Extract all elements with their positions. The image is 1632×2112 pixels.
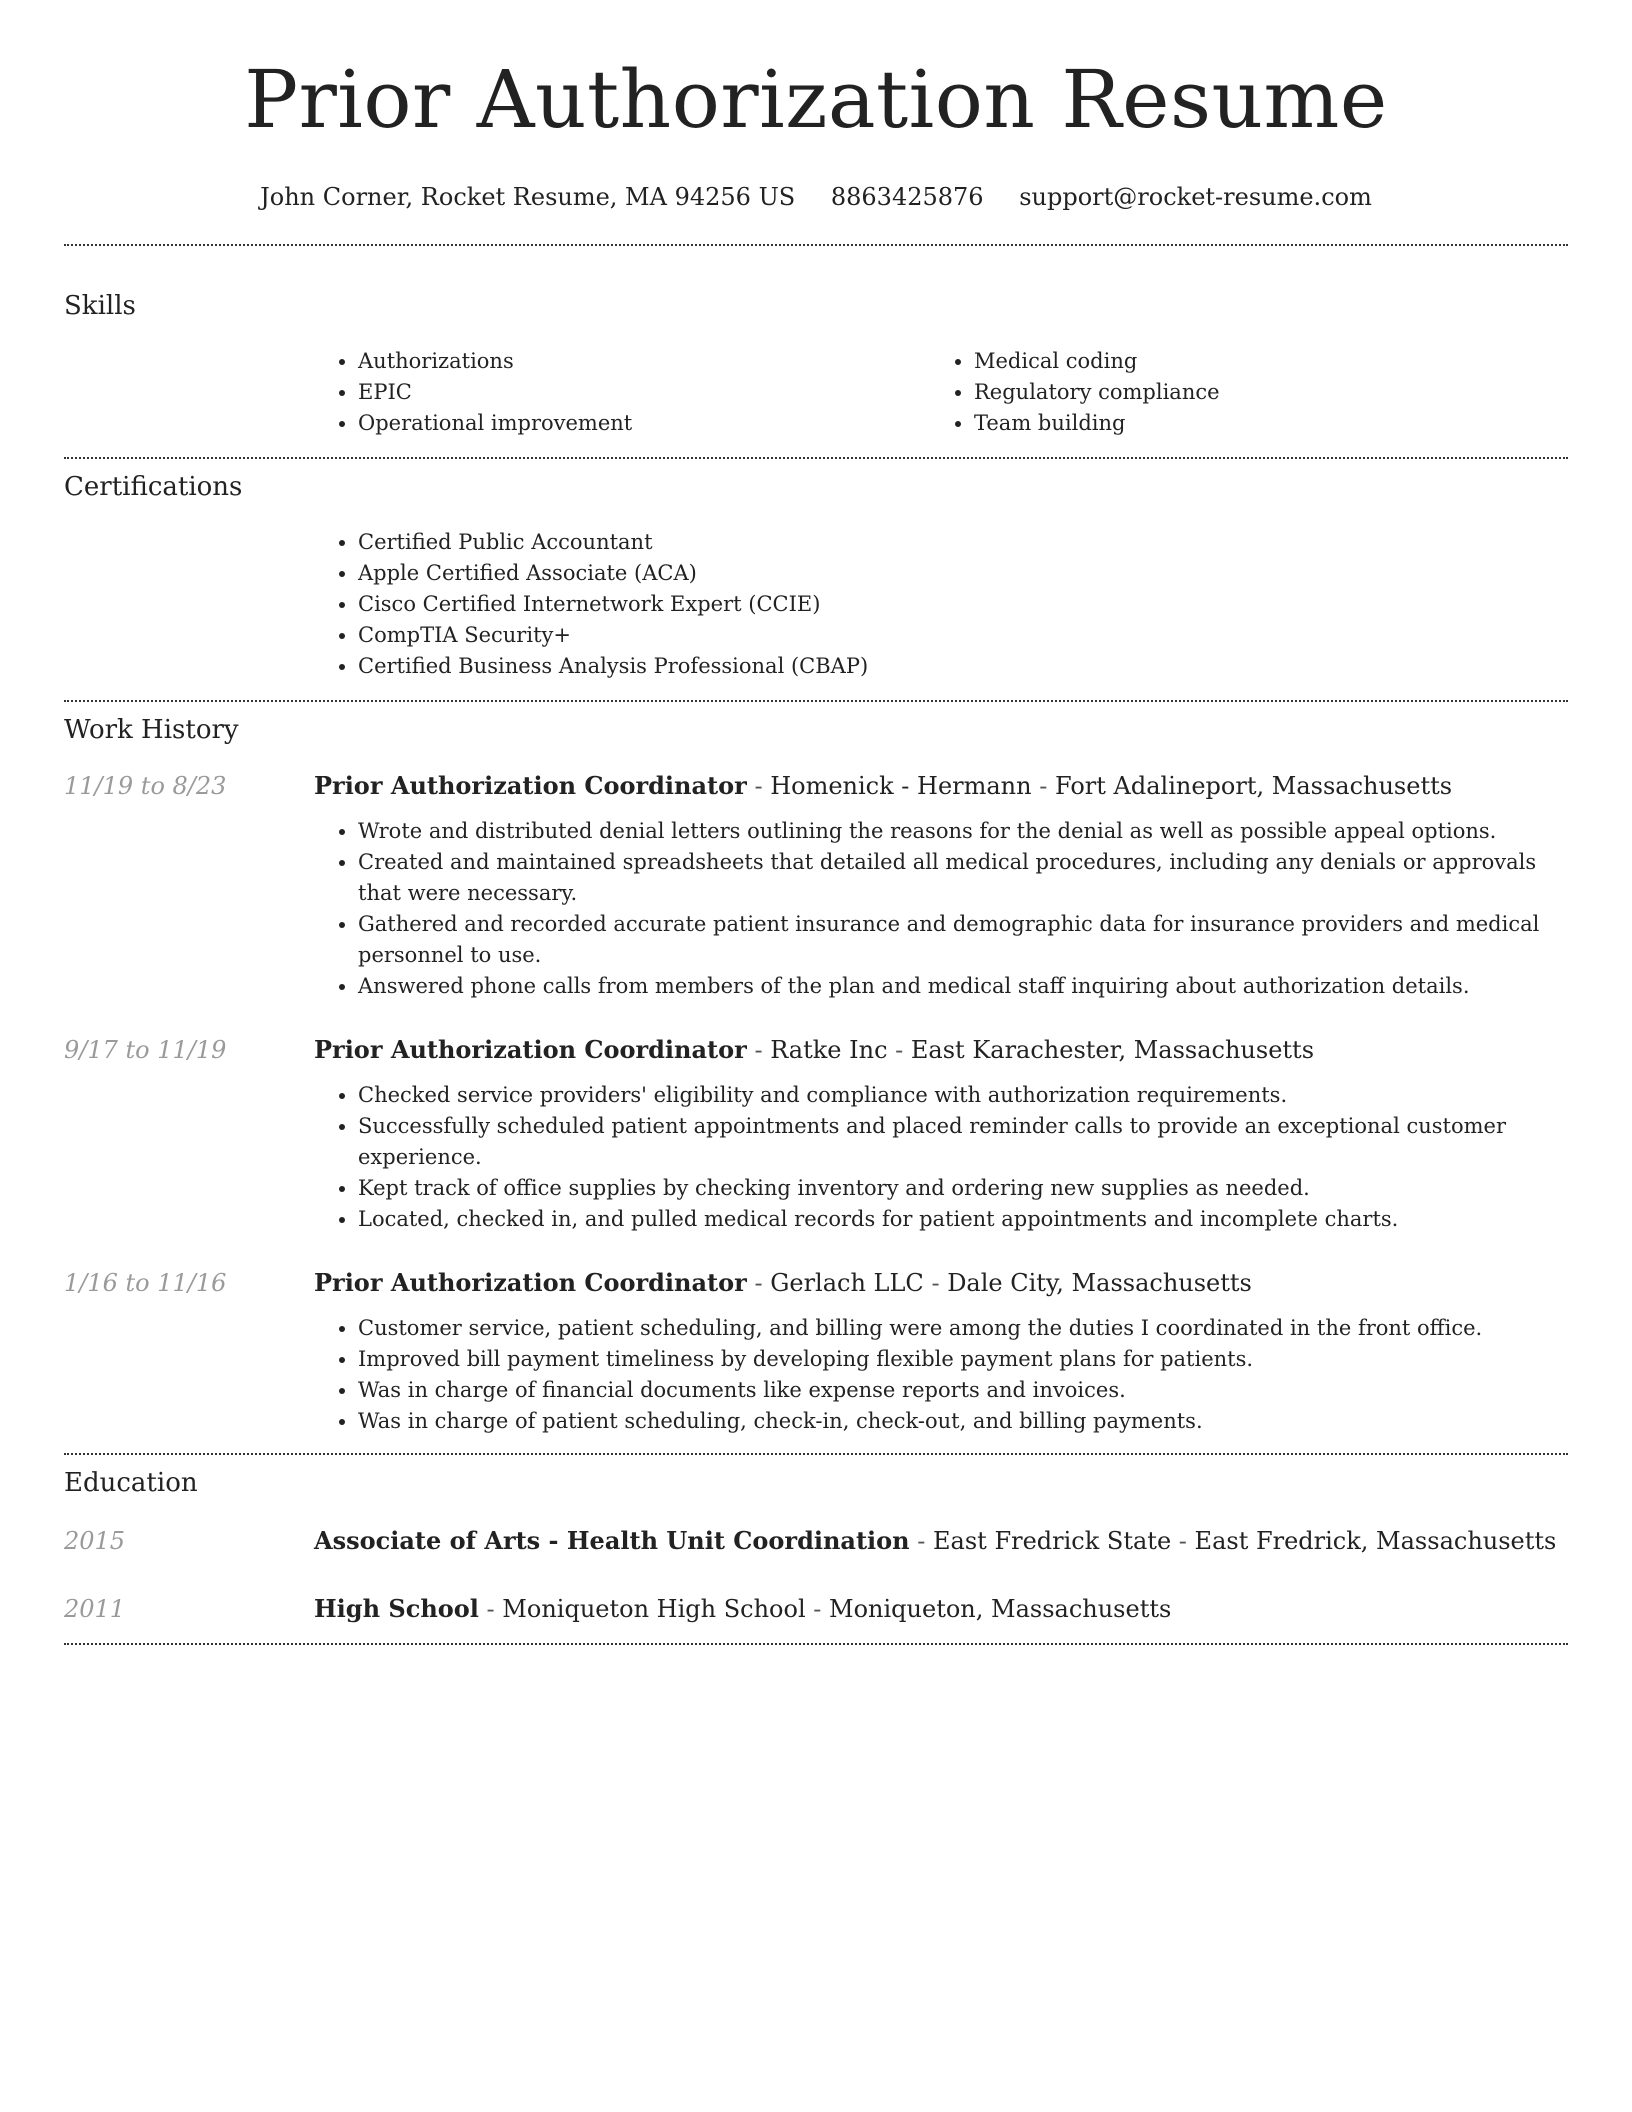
education-year: 2015 (64, 1527, 126, 1555)
job-entry (64, 1267, 1568, 1437)
job-location: Dale City, Massachusetts (947, 1269, 1252, 1297)
education-heading: Associate of Arts - Health Unit Coordination - East Fredrick State - East Fredrick, Massachusetts (314, 1526, 1557, 1555)
job-bullet: • Wrote and distributed denial letters outlining the reasons for the denial as well as possible appeal options. (358, 816, 1568, 847)
education-degree: Associate of Arts - Health Unit Coordination (314, 1526, 910, 1555)
section-title-skills: Skills (64, 291, 136, 321)
job-heading: Prior Authorization Coordinator - Ratke Inc - East Karachester, Massachusetts (314, 1035, 1315, 1064)
job-bullet: • Improved bill payment timeliness by developing flexible payment plans for patients. (358, 1344, 1568, 1375)
job-role: Prior Authorization Coordinator (314, 771, 747, 800)
job-company: Ratke Inc (770, 1036, 888, 1064)
education-entry (64, 1525, 1568, 1557)
job-bullet: • Customer service, patient scheduling, and billing were among the duties I coordinated in the front office. (358, 1313, 1568, 1344)
skill-item: • Medical coding (974, 346, 1560, 377)
skills-list-left (328, 346, 944, 439)
education-body (314, 1593, 1568, 1625)
section-title-certifications: Certifications (64, 472, 243, 502)
section-title-work-history: Work History (64, 715, 239, 745)
job-entry (64, 1034, 1568, 1235)
divider (64, 700, 1568, 702)
job-dates: 11/19 to 8/23 (64, 772, 227, 800)
education-entry (64, 1593, 1568, 1625)
section-title-education: Education (64, 1468, 198, 1498)
certification-item: • Certified Business Analysis Professional (CBAP) (358, 651, 1568, 682)
contact-phone: 8863425876 (830, 183, 984, 211)
skill-item: • Regulatory compliance (974, 377, 1560, 408)
job-location: Fort Adalineport, Massachusetts (1055, 772, 1453, 800)
job-bullet: • Gathered and recorded accurate patient insurance and demographic data for insurance providers and medical personnel to use. (358, 909, 1568, 971)
skill-item: • Authorizations (358, 346, 944, 377)
education-section (64, 1467, 1568, 1625)
job-bullet: • Was in charge of financial documents like expense reports and invoices. (358, 1375, 1568, 1406)
education-year: 2011 (64, 1595, 126, 1623)
education-degree: High School (314, 1594, 479, 1623)
divider (64, 1453, 1568, 1455)
certification-item: • Certified Public Accountant (358, 527, 1568, 558)
job-bullet: • Was in charge of patient scheduling, check-in, check-out, and billing payments. (358, 1406, 1568, 1437)
job-dates: 9/17 to 11/19 (64, 1036, 227, 1064)
skill-item: • Operational improvement (358, 408, 944, 439)
contact-address: John Corner, Rocket Resume, MA 94256 US (260, 183, 796, 211)
job-bullet: • Checked service providers' eligibility and compliance with authorization requirements. (358, 1080, 1568, 1111)
job-company: Homenick - Hermann (770, 772, 1032, 800)
resume-title: Prior Authorization Resume (244, 53, 1388, 146)
job-dates: 1/16 to 11/16 (64, 1269, 227, 1297)
job-bullets (328, 1313, 1568, 1437)
divider (64, 457, 1568, 459)
job-bullet: • Created and maintained spreadsheets that detailed all medical procedures, including any denials or approvals that were necessary. (358, 847, 1568, 909)
job-bullets (328, 816, 1568, 1002)
job-bullet: • Answered phone calls from members of the plan and medical staff inquiring about authorization details. (358, 971, 1568, 1002)
certification-item: • Cisco Certified Internetwork Expert (CCIE) (358, 589, 1568, 620)
contact-email: support@rocket-resume.com (1019, 183, 1372, 211)
job-body (314, 1034, 1568, 1235)
skills-list-right (944, 346, 1560, 439)
divider (64, 1643, 1568, 1645)
job-bullet: • Located, checked in, and pulled medical records for patient appointments and incomplete charts. (358, 1204, 1568, 1235)
skills-column-right (944, 346, 1560, 439)
job-entry (64, 770, 1568, 1002)
divider (64, 244, 1568, 246)
job-location: East Karachester, Massachusetts (910, 1036, 1315, 1064)
job-heading: Prior Authorization Coordinator - Gerlach LLC - Dale City, Massachusetts (314, 1268, 1252, 1297)
job-body (314, 770, 1568, 1002)
certifications-list (328, 527, 1568, 682)
job-bullet: • Kept track of office supplies by checking inventory and ordering new supplies as needed. (358, 1173, 1568, 1204)
job-role: Prior Authorization Coordinator (314, 1268, 747, 1297)
education-location: East Fredrick, Massachusetts (1194, 1527, 1557, 1555)
job-company: Gerlach LLC (770, 1269, 924, 1297)
job-bullets (328, 1080, 1568, 1235)
education-location: Moniqueton, Massachusetts (829, 1595, 1172, 1623)
skills-column-left (328, 346, 944, 439)
skills-grid (328, 346, 1568, 439)
skills-section (64, 290, 1568, 439)
work-history-section (64, 714, 1568, 1437)
education-heading: High School - Moniqueton High School - Moniqueton, Massachusetts (314, 1594, 1172, 1623)
skill-item: • EPIC (358, 377, 944, 408)
certifications-section (64, 471, 1568, 682)
certification-item: • Apple Certified Associate (ACA) (358, 558, 1568, 589)
skill-item: • Team building (974, 408, 1560, 439)
certification-item: • CompTIA Security+ (358, 620, 1568, 651)
job-role: Prior Authorization Coordinator (314, 1035, 747, 1064)
contact-line (64, 182, 1568, 212)
job-heading: Prior Authorization Coordinator - Homenick - Hermann - Fort Adalineport, Massachusetts (314, 771, 1453, 800)
education-school: East Fredrick State (933, 1527, 1172, 1555)
job-bullet: • Successfully scheduled patient appointments and placed reminder calls to provide an exceptional customer experience. (358, 1111, 1568, 1173)
education-school: Moniqueton High School (502, 1595, 806, 1623)
job-body (314, 1267, 1568, 1437)
education-body (314, 1525, 1568, 1557)
